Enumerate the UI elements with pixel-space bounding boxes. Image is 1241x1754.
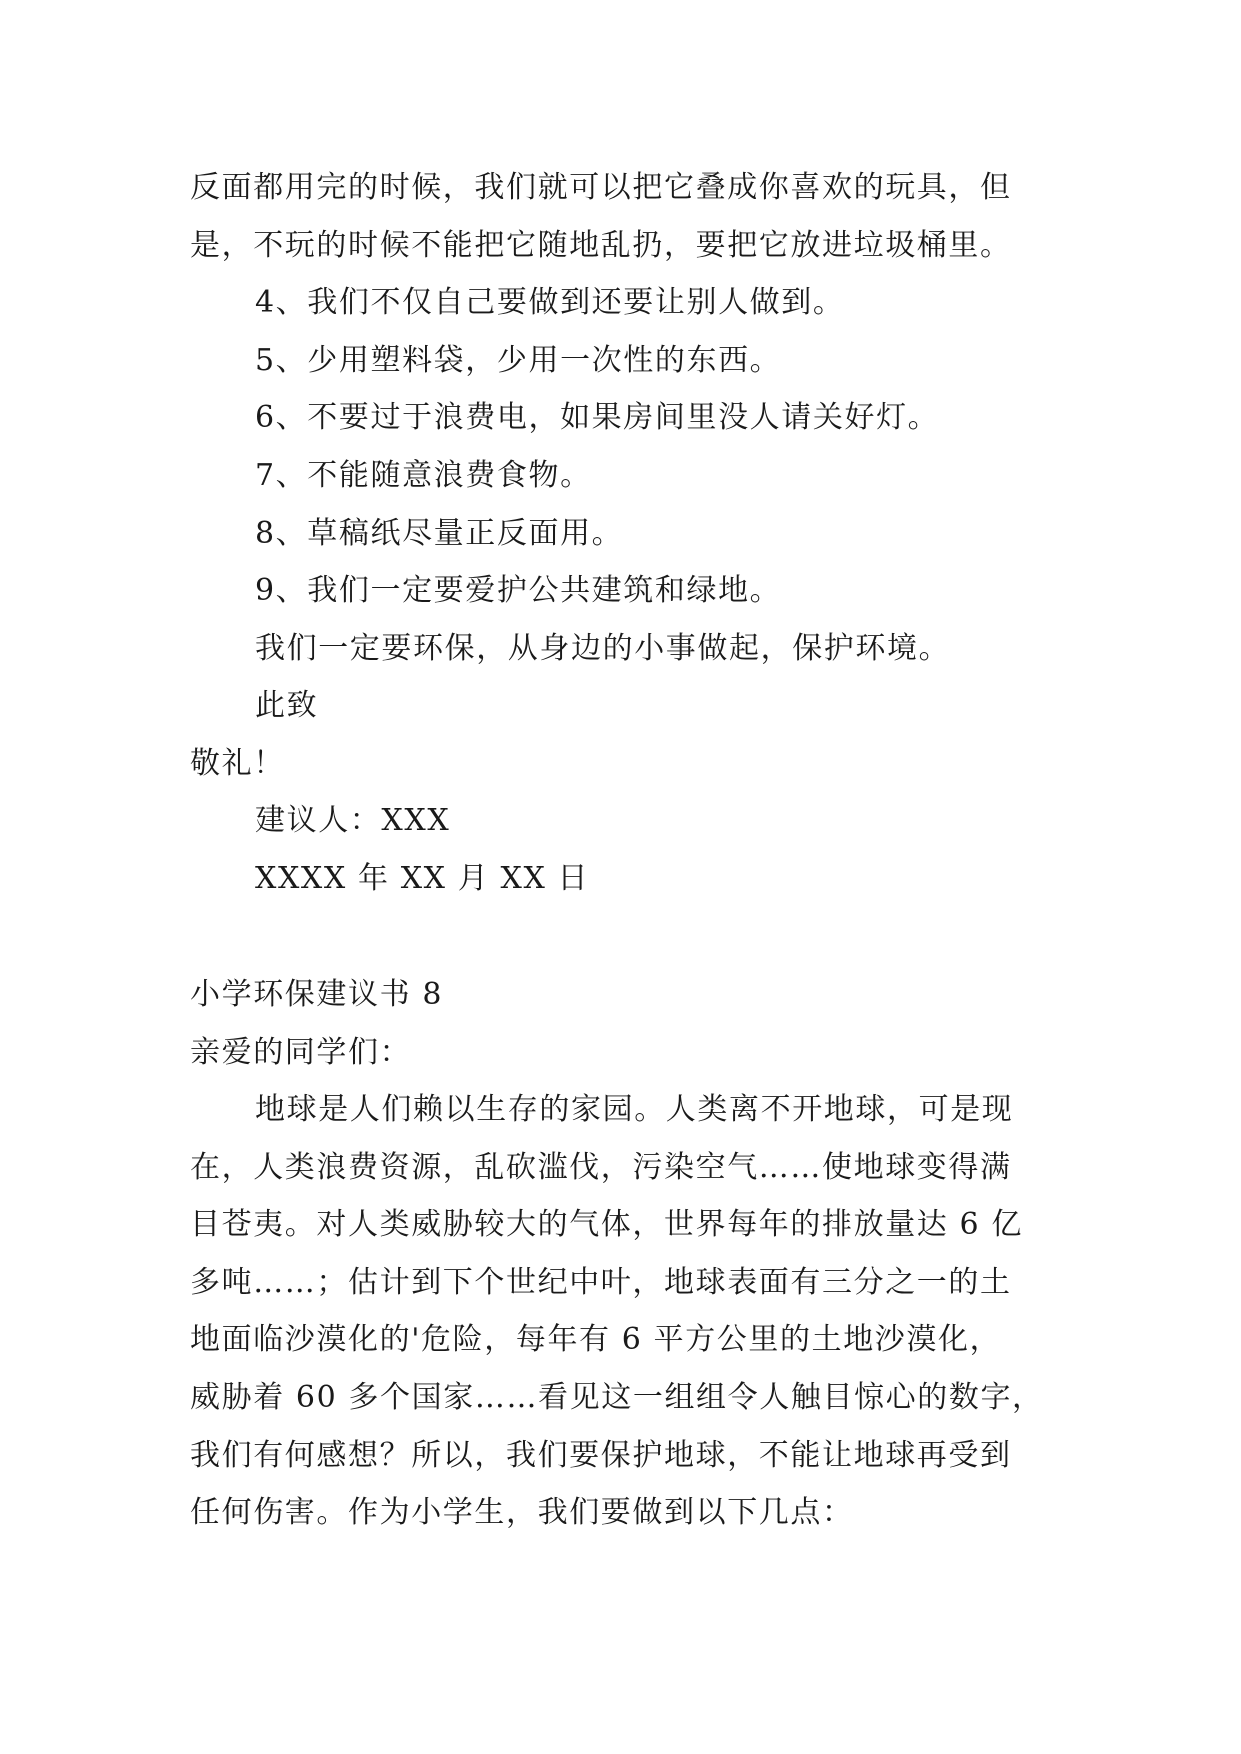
list-item: 4、我们不仅自己要做到还要让别人做到。 [255, 285, 845, 320]
paragraph-line: 威胁着 60 多个国家……看见这一组组令人触目惊心的数字， [190, 1380, 1044, 1415]
paragraph-line: 目苍夷。对人类威胁较大的气体，世界每年的排放量达 6 亿 [190, 1207, 1023, 1242]
list-item: 6、不要过于浪费电，如果房间里没人请关好灯。 [255, 400, 940, 435]
list-item: 8、草稿纸尽量正反面用。 [255, 516, 624, 551]
signature-line: 建议人：XXX [255, 803, 451, 838]
list-item: 5、少用塑料袋，少用一次性的东西。 [255, 343, 782, 378]
list-item: 9、我们一定要爱护公共建筑和绿地。 [255, 573, 782, 608]
paragraph-line: 反面都用完的时候，我们就可以把它叠成你喜欢的玩具，但 [190, 170, 1012, 205]
paragraph-line: 地面临沙漠化的'危险，每年有 6 平方公里的土地沙漠化， [190, 1322, 1002, 1357]
paragraph-line: 在，人类浪费资源，乱砍滥伐，污染空气……使地球变得满 [190, 1150, 1012, 1185]
paragraph-line: 我们有何感想？所以，我们要保护地球，不能让地球再受到 [190, 1438, 1012, 1473]
list-item: 7、不能随意浪费食物。 [255, 458, 592, 493]
paragraph-line: 是，不玩的时候不能把它随地乱扔，要把它放进垃圾桶里。 [190, 228, 1012, 263]
salutation-closing: 此致 [255, 688, 319, 723]
section-title: 小学环保建议书 8 [190, 977, 444, 1012]
date-line: XXXX 年 XX 月 XX 日 [255, 861, 590, 896]
paragraph-line: 任何伤害。作为小学生，我们要做到以下几点： [190, 1495, 854, 1530]
closing-paragraph: 我们一定要环保，从身边的小事做起，保护环境。 [255, 631, 951, 666]
paragraph-line: 多吨……；估计到下个世纪中叶，地球表面有三分之一的土 [190, 1265, 1012, 1300]
paragraph-line: 地球是人们赖以生存的家园。人类离不开地球，可是现 [255, 1092, 1014, 1127]
greeting: 亲爱的同学们： [190, 1035, 412, 1070]
salutation-respect: 敬礼！ [190, 746, 285, 781]
